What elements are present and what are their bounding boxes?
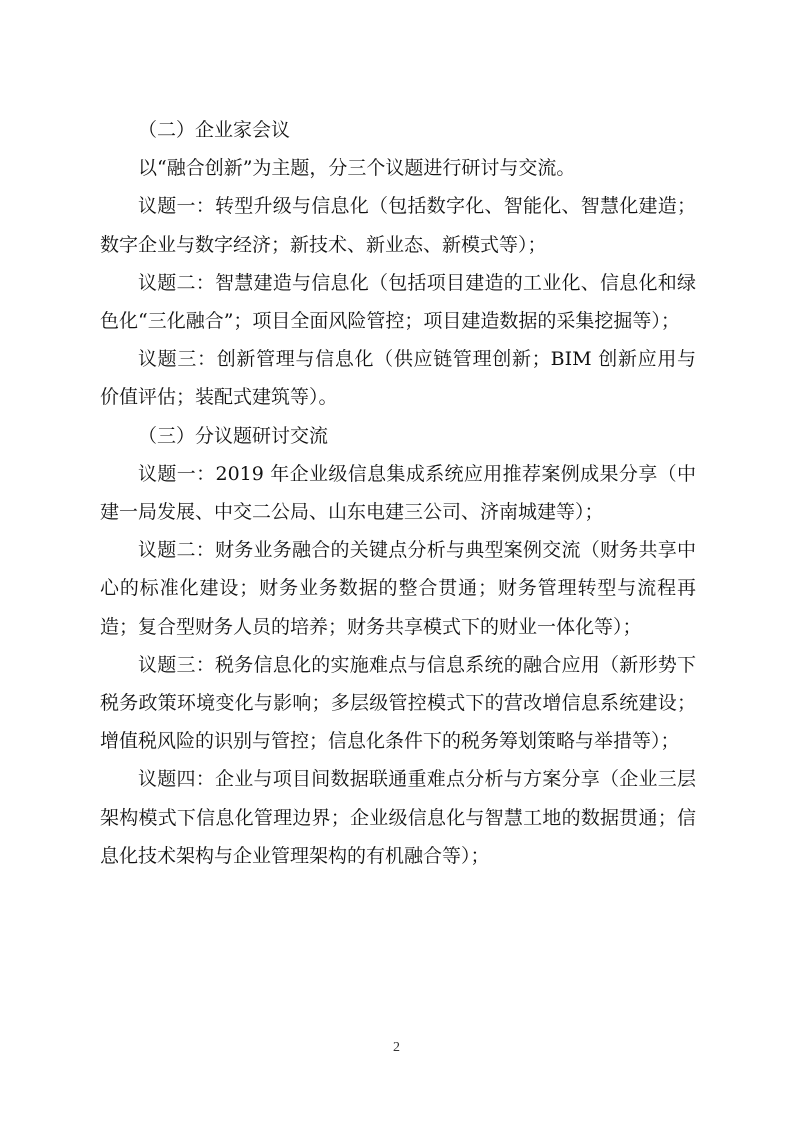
section-intro: 以“融合创新”为主题，分三个议题进行研讨与交流。 [138, 157, 576, 180]
topic-paragraph: 议题二：智慧建造与信息化（包括项目建造的工业化、信息化和绿色化“三化融合”；项目全面风险管控；项目建造数据的采集挖掘等）； [100, 271, 696, 333]
topic-paragraph: 议题一：2019 年企业级信息集成系统应用推荐案例成果分享（中建一局发展、中交二公局、山东电建三公司、济南城建等）； [100, 462, 696, 524]
document-body [100, 111, 696, 875]
page-number: 2 [393, 1040, 400, 1055]
section-heading-sub-topics: （三）分议题研讨交流 [138, 424, 329, 447]
topic-paragraph: 议题一：转型升级与信息化（包括数字化、智能化、智慧化建造；数字企业与数字经济；新技术、新业态、新模式等）； [100, 195, 696, 256]
topic-paragraph: 议题二：财务业务融合的关键点分析与典型案例交流（财务共享中心的标准化建设；财务业务数据的整合贯通；财务管理转型与流程再造；复合型财务人员的培养；财务共享模式下的财业一体化等）； [100, 539, 696, 638]
section-heading-enterprise-meeting: （二）企业家会议 [138, 119, 291, 141]
topic-paragraph: 议题四：企业与项目间数据联通重难点分析与方案分享（企业三层架构模式下信息化管理边界；企业级信息化与智慧工地的数据贯通；信息化技术架构与企业管理架构的有机融合等）； [100, 768, 696, 867]
topic-paragraph: 议题三：创新管理与信息化（供应链管理创新；BIM 创新应用与价值评估；装配式建筑等）。 [100, 348, 696, 409]
topic-paragraph: 议题三：税务信息化的实施难点与信息系统的融合应用（新形势下税务政策环境变化与影响；多层级管控模式下的营改增信息系统建设；增值税风险的识别与管控；信息化条件下的税务筹划策略与举措等）； [100, 653, 696, 753]
